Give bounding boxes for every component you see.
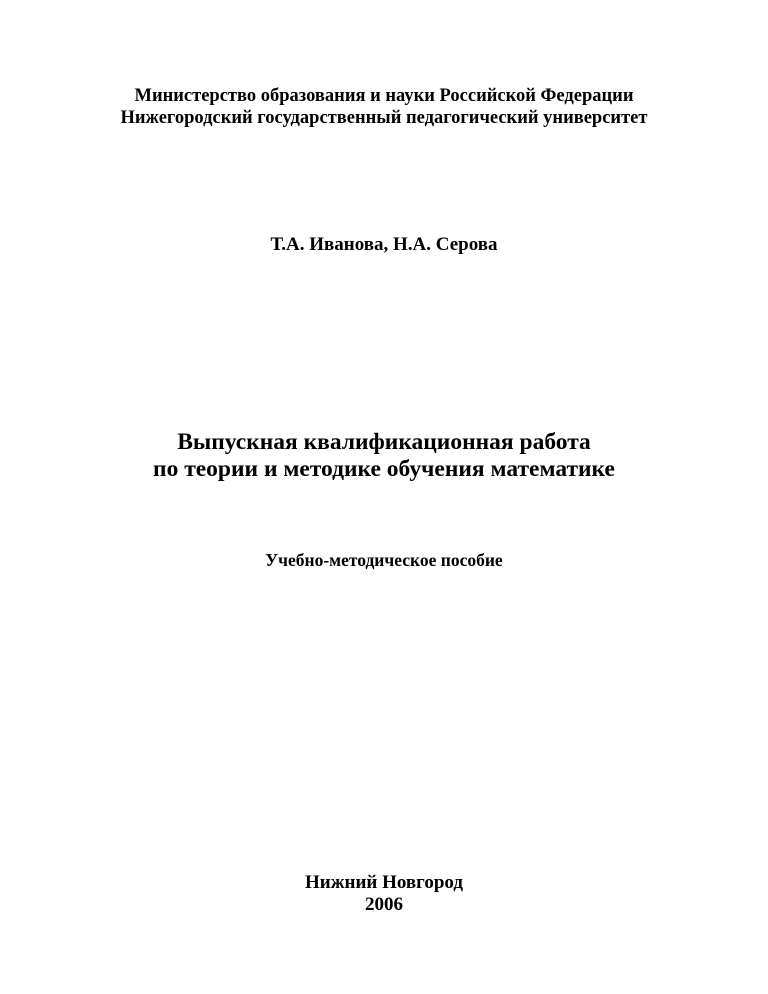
university-heading: Нижегородский государственный педагогический университет	[120, 108, 648, 128]
authors-line: Т.А. Иванова, Н.А. Серова	[270, 234, 498, 255]
year-line: 2006	[365, 894, 403, 915]
subtitle-line: Учебно-методическое пособие	[265, 550, 503, 570]
ministry-heading: Министерство образования и науки Российской Федерации	[134, 86, 634, 106]
title-line-1: Выпускная квалификационная работа	[177, 429, 591, 455]
city-line: Нижний Новгород	[305, 872, 463, 893]
title-line-2: по теории и методике обучения математике	[153, 456, 615, 482]
